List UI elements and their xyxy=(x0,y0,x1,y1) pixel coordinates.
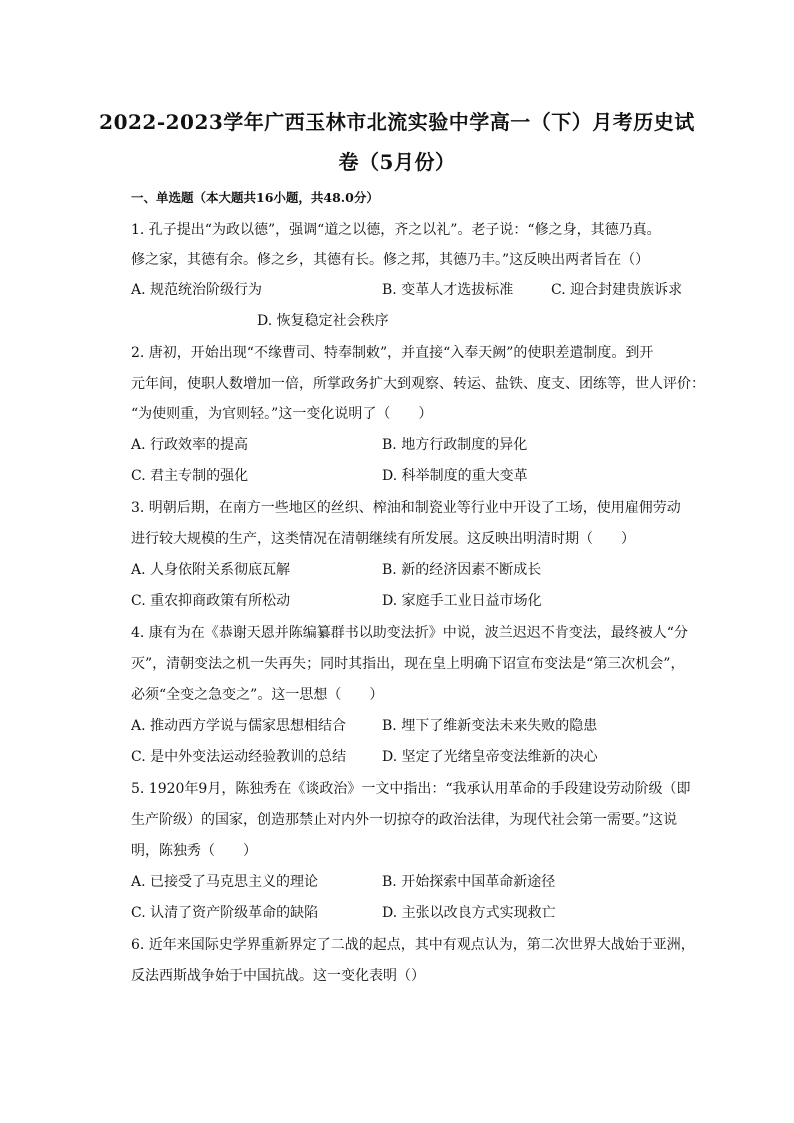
question-2-line-2: 元年间，使职人数增加一倍，所掌政务扩大到观察、转运、盐铁、度支、团练等，世人评价： xyxy=(131,376,705,392)
question-2-option-a: A. 行政效率的提高 xyxy=(131,437,249,453)
question-3-line-1: 3. 明朝后期，在南方一些地区的丝织、榨油和制瓷业等行业中开设了工场，使用雇佣劳动 xyxy=(131,500,681,516)
question-1-line-1: 1. 孔子提出“为政以德”，强调“道之以德，齐之以礼”。老子说：“修之身，其德乃真。 xyxy=(131,222,661,238)
question-2-line-3: “为使则重，为官则轻。”这一变化说明了（ ） xyxy=(131,406,433,422)
question-5-option-b: B. 开始探索中国革命新途径 xyxy=(382,874,556,890)
question-3-option-d: D. 家庭手工业日益市场化 xyxy=(382,593,542,609)
question-3-line-2: 进行较大规模的生产，这类情况在清朝继续有所发展。这反映出明清时期（ ） xyxy=(131,531,635,547)
question-6-line-1: 6. 近年来国际史学界重新界定了二战的起点，其中有观点认为，第二次世界大战始于亚洲， xyxy=(131,937,695,953)
question-1-option-b: B. 变革人才选拔标准 xyxy=(382,282,514,298)
question-5-line-1: 5. 1920年9月，陈独秀在《谈政治》一文中指出：“我承认用革命的手段建设劳动阶级（即 xyxy=(131,781,691,797)
question-3-option-a: A. 人身依附关系彻底瓦解 xyxy=(131,562,291,578)
question-4-option-b: B. 埋下了维新变法未来失败的隐患 xyxy=(382,718,598,734)
section-heading: 一、单选题（本大题共16小题，共48.0分） xyxy=(131,190,379,205)
question-1-option-d: D. 恢复稳定社会秩序 xyxy=(257,313,389,329)
question-3-option-b: B. 新的经济因素不断成长 xyxy=(382,562,542,578)
question-4-line-1: 4. 康有为在《恭谢天恩并陈编纂群书以助变法折》中说，波兰迟迟不肯变法，最终被人“分 xyxy=(131,625,688,641)
question-1-option-c: C. 迎合封建贵族诉求 xyxy=(551,282,683,298)
exam-title-line-2: 卷（5月份） xyxy=(338,150,456,174)
question-1-option-a: A. 规范统治阶级行为 xyxy=(131,282,263,298)
question-2-option-b: B. 地方行政制度的异化 xyxy=(382,437,528,453)
question-5-option-a: A. 已接受了马克思主义的理论 xyxy=(131,874,319,890)
question-4-line-2: 灭”，清朝变法之机一失再失；同时其指出，现在皇上明确下诏宣布变法是“第三次机会”， xyxy=(131,656,685,672)
question-2-option-c: C. 君主专制的强化 xyxy=(131,468,249,484)
question-6-line-2: 反法西斯战争始于中国抗战。这一变化表明（） xyxy=(131,968,425,984)
question-2-option-d: D. 科举制度的重大变革 xyxy=(382,468,528,484)
question-5-option-c: C. 认清了资产阶级革命的缺陷 xyxy=(131,905,319,921)
question-2-line-1: 2. 唐初，开始出现“不缘曹司、特奉制敕”，并直接“入奉天阙”的使职差遣制度。到开 xyxy=(131,345,654,361)
question-4-line-3: 必须“全变之急变之”。这一思想（ ） xyxy=(131,687,384,703)
question-4-option-d: D. 坚定了光绪皇帝变法维新的决心 xyxy=(382,749,598,765)
question-1-line-2: 修之家，其德有余。修之乡，其德有长。修之邦，其德乃丰。”这反映出两者旨在（） xyxy=(131,252,650,268)
question-5-option-d: D. 主张以改良方式实现救亡 xyxy=(382,905,556,921)
question-4-option-a: A. 推动西方学说与儒家思想相结合 xyxy=(131,718,347,734)
exam-title-line-1: 2022-2023学年广西玉林市北流实验中学高一（下）月考历史试 xyxy=(99,110,695,134)
question-5-line-2: 生产阶级）的国家，创造那禁止对内外一切掠夺的政治法律，为现代社会第一需要。”这说 xyxy=(131,812,678,828)
question-4-option-c: C. 是中外变法运动经验教训的总结 xyxy=(131,749,347,765)
question-5-line-3: 明，陈独秀（ ） xyxy=(131,843,257,859)
question-3-option-c: C. 重农抑商政策有所松动 xyxy=(131,593,291,609)
